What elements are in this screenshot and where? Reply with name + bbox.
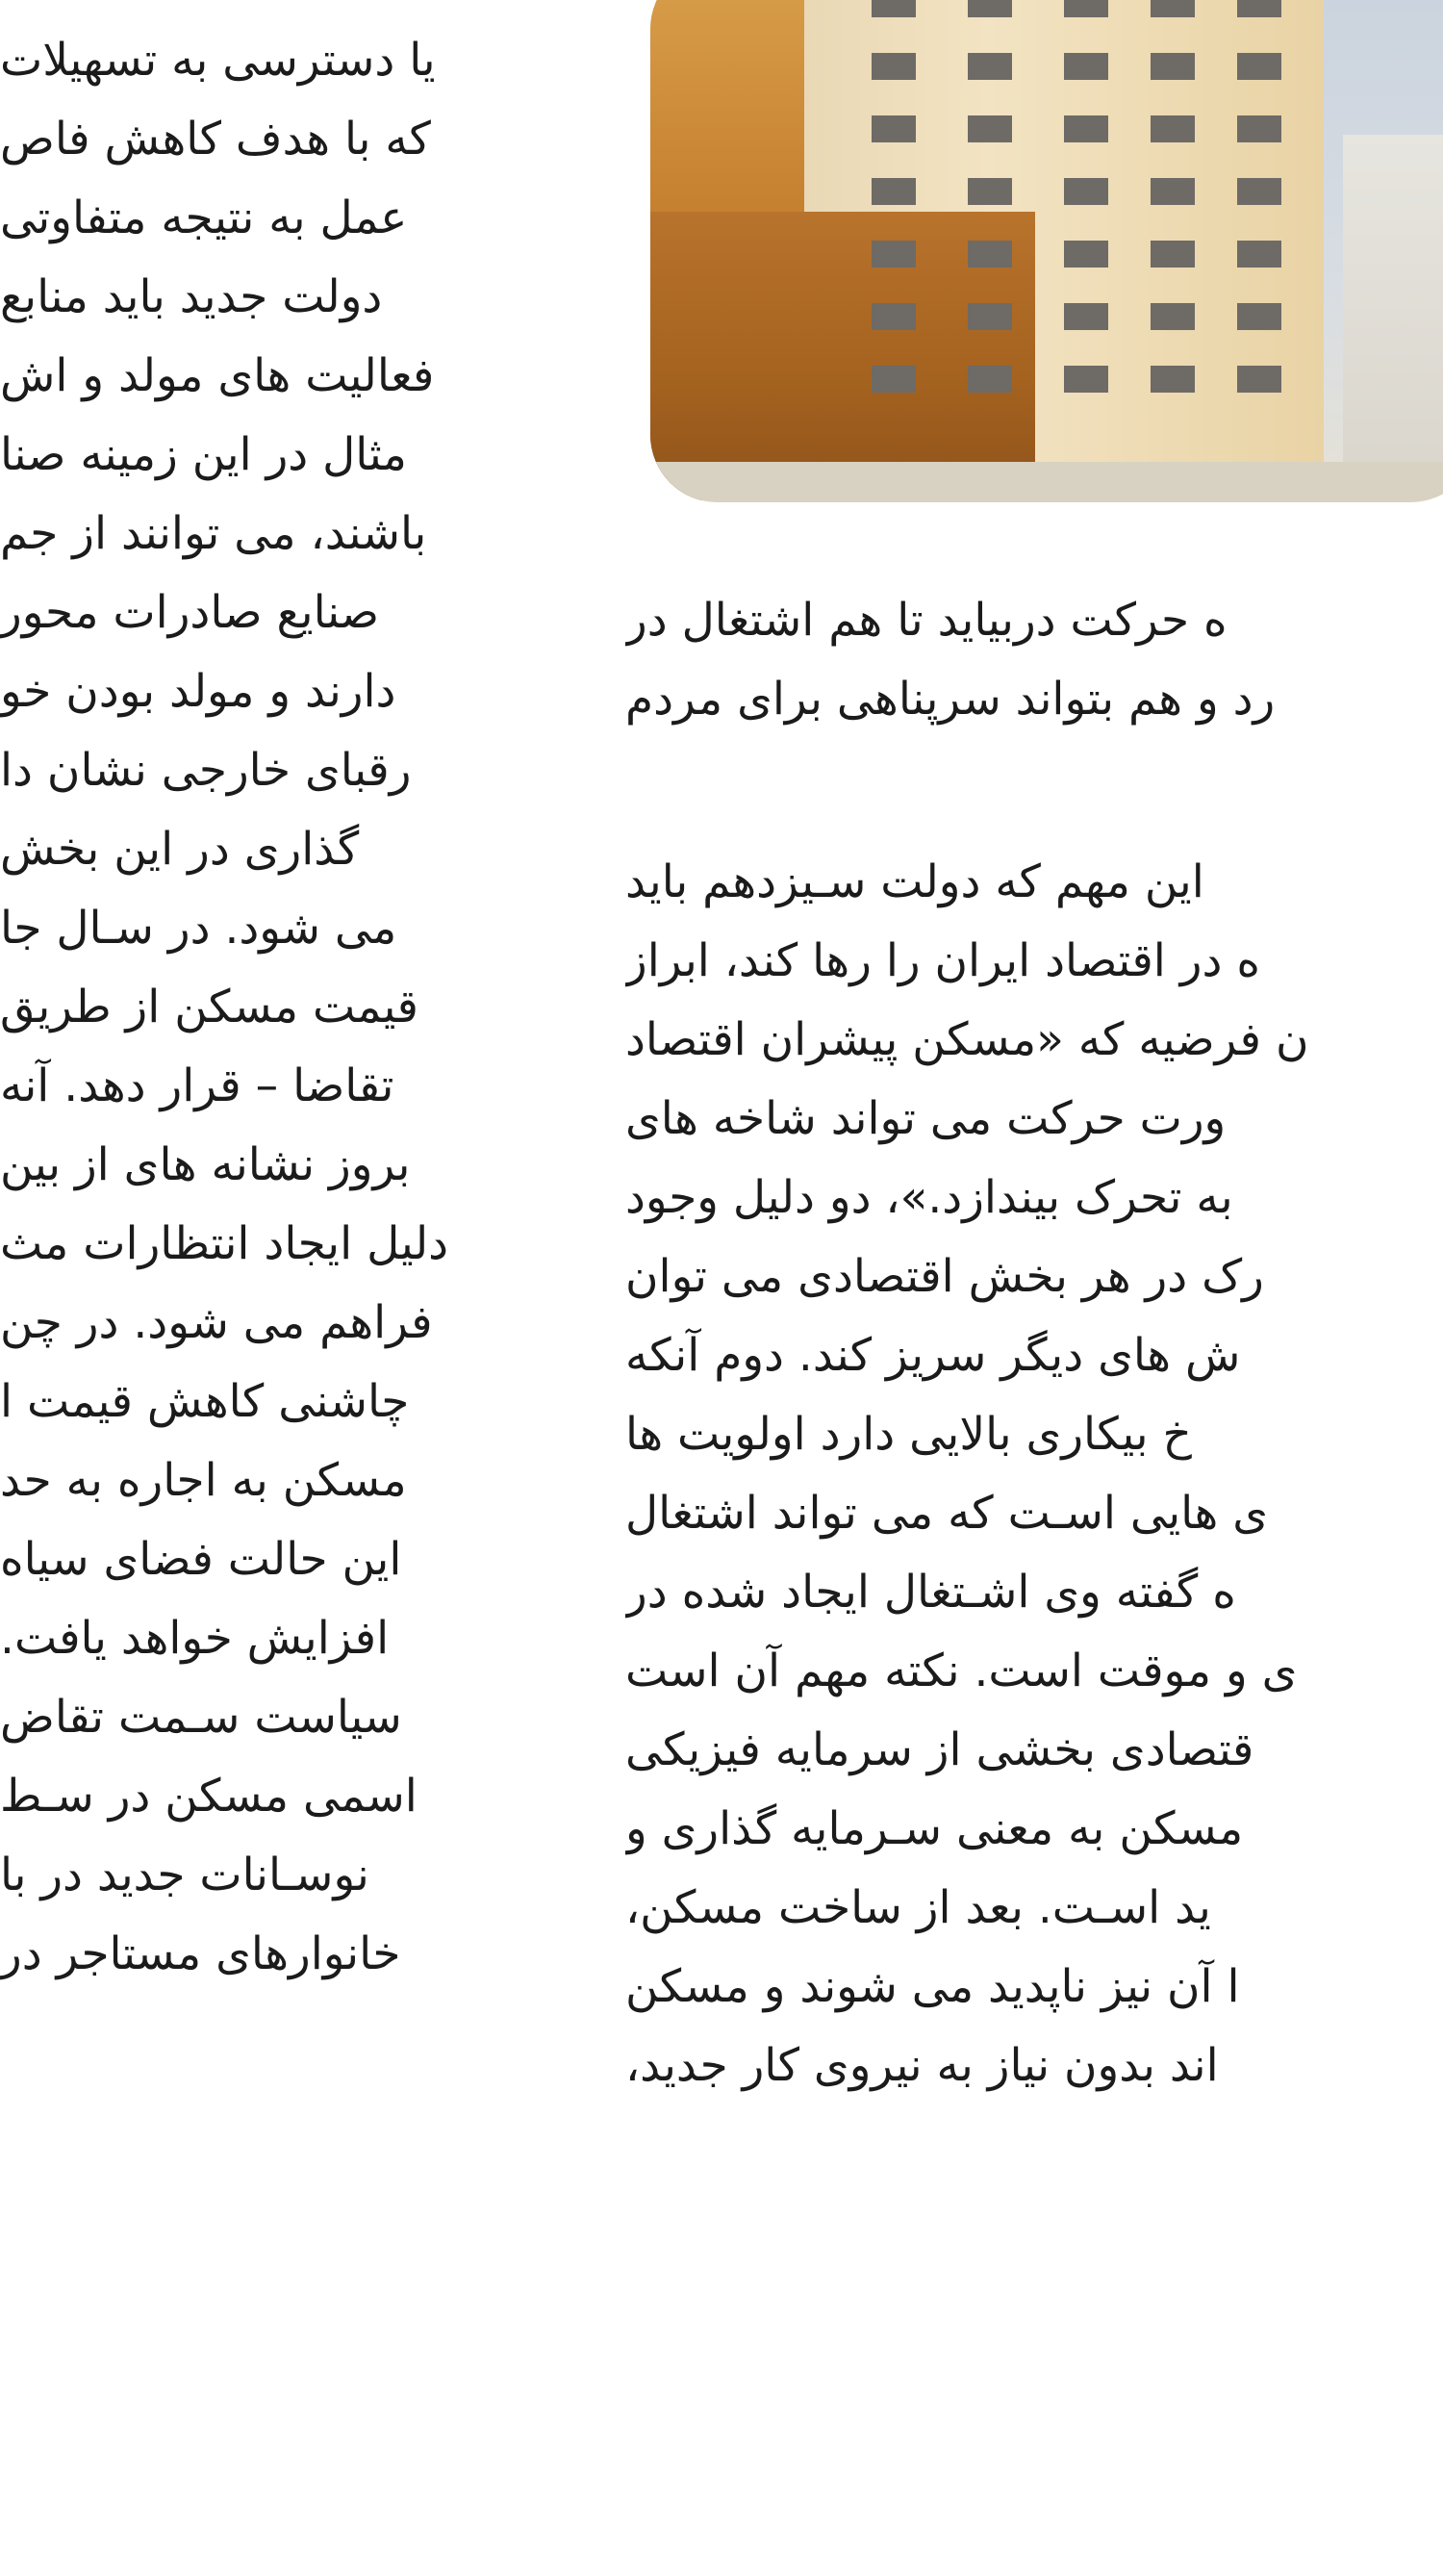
window	[968, 0, 1012, 17]
text-line: ه حرکت دربیاید تا هم اشتغال در	[625, 594, 1228, 647]
right-text-column	[625, 581, 1443, 2105]
window	[968, 53, 1012, 80]
text-line: سیاست سـمت تقاض	[0, 1691, 402, 1744]
window	[1237, 0, 1281, 17]
text-line: ه در اقتصاد ایران را رها کند، ابراز	[625, 934, 1260, 987]
text-line: افزایش خواهد یافت.	[0, 1612, 390, 1665]
text-line: فراهم می شود. در چن	[0, 1296, 433, 1349]
window	[968, 115, 1012, 142]
text-line: مسکن به اجاره به حد	[0, 1454, 407, 1507]
text-line: ش های دیگر سریز کند. دوم آنکه	[625, 1329, 1241, 1382]
text-line: رک در هر بخش اقتصادی می توان	[625, 1250, 1264, 1303]
window	[1237, 178, 1281, 205]
window	[1064, 366, 1108, 393]
text-line: عمل به نتیجه متفاوتی	[0, 191, 408, 244]
window	[1151, 178, 1195, 205]
paragraph-gap	[625, 739, 1443, 843]
window	[1237, 241, 1281, 268]
window	[1064, 241, 1108, 268]
text-line: اسمی مسکن در سـط	[0, 1770, 418, 1823]
text-line: ن فرضیه که «مسکن پیشران اقتصاد	[625, 1013, 1309, 1066]
text-line: دلیل ایجاد انتظارات مث	[0, 1217, 449, 1270]
text-line: گذاری در این بخش	[0, 823, 360, 876]
text-line: نوسـانات جدید در با	[0, 1849, 369, 1901]
left-text-column	[0, 21, 589, 1994]
text-line: ورت حرکت می تواند شاخه های	[625, 1092, 1227, 1145]
text-line: مثال در این زمینه صنا	[0, 428, 407, 481]
window	[1151, 53, 1195, 80]
text-line: صنایع صادرات محور	[0, 586, 380, 639]
text-line: دولت جدید باید منابع	[0, 270, 383, 323]
window	[1151, 241, 1195, 268]
text-line: ا آن نیز ناپدید می شوند و مسکن	[625, 1960, 1240, 2013]
text-line: قتصادی بخشی از سرمایه فیزیکی	[625, 1723, 1254, 1776]
window	[872, 0, 916, 17]
text-line: فعالیت های مولد و اش	[0, 349, 435, 402]
text-line: مسکن به معنی سـرمایه گذاری و	[625, 1802, 1244, 1855]
window	[872, 241, 916, 268]
window	[1064, 178, 1108, 205]
window	[1237, 303, 1281, 330]
text-line: به تحرک بیندازد.»، دو دلیل وجود	[625, 1171, 1233, 1224]
window	[1064, 115, 1108, 142]
window	[1064, 53, 1108, 80]
text-line: این حالت فضای سیاه	[0, 1533, 402, 1586]
window	[968, 241, 1012, 268]
window	[1237, 53, 1281, 80]
window	[872, 303, 916, 330]
text-line: ید اسـت. بعد از ساخت مسکن،	[625, 1881, 1211, 1934]
text-line: می شود. در سـال جا	[0, 902, 397, 955]
window	[1064, 303, 1108, 330]
right-column-intro	[625, 581, 1443, 739]
text-line: این مهم که دولت سـیزدهم باید	[625, 855, 1204, 908]
window	[1064, 0, 1108, 17]
window	[1151, 303, 1195, 330]
window	[1151, 115, 1195, 142]
window	[968, 303, 1012, 330]
text-line: باشند، می توانند از جم	[0, 507, 427, 560]
text-line: که با هدف کاهش فاص	[0, 113, 431, 166]
text-line: تقاضا – قرار دهد. آنه	[0, 1059, 394, 1112]
right-column-body	[625, 843, 1443, 2105]
text-line: خ بیکاری بالایی دارد اولویت ها	[625, 1408, 1192, 1461]
window	[1151, 0, 1195, 17]
window	[872, 178, 916, 205]
text-line: بروز نشانه های از بین	[0, 1138, 411, 1191]
text-line: رقبای خارجی نشان دا	[0, 744, 412, 797]
window	[968, 366, 1012, 393]
window	[872, 366, 916, 393]
window	[1237, 366, 1281, 393]
window	[872, 53, 916, 80]
window	[1237, 115, 1281, 142]
window	[872, 115, 916, 142]
text-line: خانوارهای مستاجر در	[0, 1927, 401, 1980]
text-line: ه گفته وی اشـتغال ایجاد شده در	[625, 1566, 1236, 1619]
text-line: رد و هم بتواند سرپناهی برای مردم	[625, 673, 1276, 726]
text-line: چاشنی کاهش قیمت ا	[0, 1375, 410, 1428]
street-ground	[650, 462, 1443, 502]
text-line: قیمت مسکن از طریق	[0, 981, 419, 1033]
text-line: اند بدون نیاز به نیروی کار جدید،	[625, 2039, 1219, 2092]
window	[968, 178, 1012, 205]
distant-building	[1343, 135, 1443, 500]
apartment-building-photo	[650, 0, 1443, 502]
text-line: ی و موقت است. نکته مهم آن است	[625, 1645, 1298, 1697]
text-line: ی هایی اسـت که می تواند اشتغال	[625, 1487, 1269, 1540]
text-line: دارند و مولد بودن خو	[0, 665, 396, 718]
window	[1151, 366, 1195, 393]
text-line: یا دسترسی به تسهیلات	[0, 34, 436, 87]
